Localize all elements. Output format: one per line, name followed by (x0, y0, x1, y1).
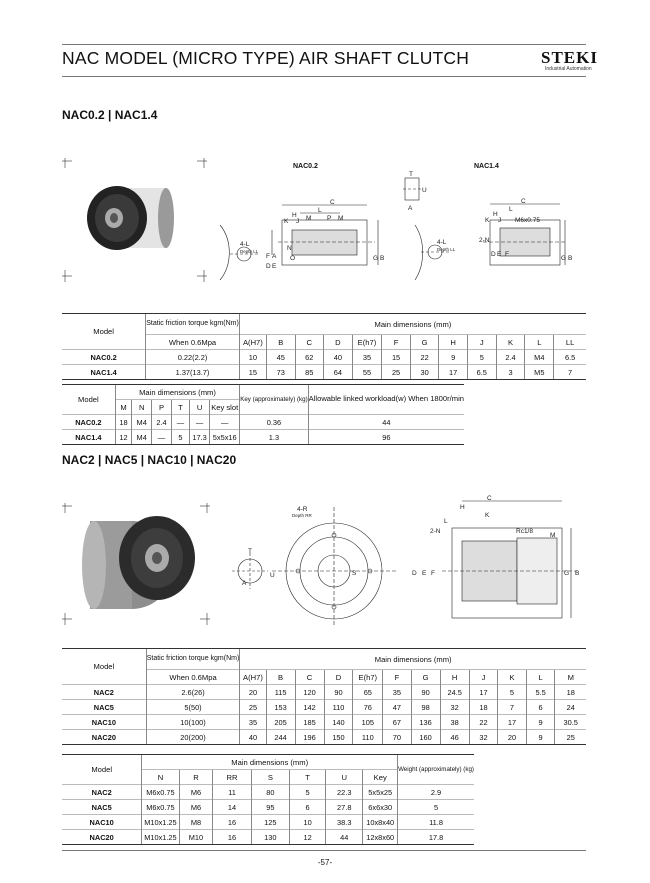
cell: 95 (251, 800, 289, 815)
cell: 105 (353, 715, 383, 730)
cell: 7 (554, 365, 586, 380)
table3-dims-header: Main dimensions (mm) (240, 649, 586, 670)
cell: 9 (526, 715, 555, 730)
svg-text:B: B (380, 255, 385, 262)
cell: 30.5 (555, 715, 586, 730)
cell: 96 (308, 430, 464, 445)
svg-text:J: J (498, 217, 502, 224)
svg-text:E: E (497, 251, 502, 258)
svg-text:2-N: 2-N (479, 237, 490, 244)
cell: M5 (525, 365, 554, 380)
table1-col: K (496, 335, 525, 350)
cell: 185 (295, 715, 324, 730)
cell: 35 (352, 350, 382, 365)
svg-text:J: J (296, 218, 300, 225)
svg-text:H: H (292, 212, 297, 219)
table1-torque-sub: When 0.6Mpa (146, 335, 240, 350)
cell: 5 (398, 800, 474, 815)
table4-col: N (142, 770, 179, 785)
cell: 20 (498, 730, 526, 745)
svg-text:M: M (550, 532, 556, 539)
cell: 45 (267, 350, 296, 365)
cell: 14 (213, 800, 251, 815)
row-model: NAC5 (62, 700, 146, 715)
cell: — (190, 415, 210, 430)
cell: 32 (469, 730, 497, 745)
cell: 55 (352, 365, 382, 380)
cell: 27.8 (326, 800, 363, 815)
table2-dims-header: Main dimensions (mm) (115, 385, 240, 400)
row-model: NAC1.4 (62, 365, 146, 380)
brand-logo-subtitle: Industrial Automation (545, 66, 592, 72)
table1-torque-header: Static friction torque kgm(Nm) (146, 314, 240, 335)
table3-torque-sub: When 0.6Mpa (146, 670, 240, 685)
table3-col: L (526, 670, 555, 685)
svg-text:U: U (270, 572, 275, 579)
cell: 11 (213, 785, 251, 800)
cell: 46 (440, 730, 469, 745)
table3-col: G (411, 670, 440, 685)
svg-text:F: F (505, 251, 509, 258)
cell: 5 (467, 350, 496, 365)
table1-col: H (439, 335, 468, 350)
cell: 244 (266, 730, 295, 745)
svg-text:4-R: 4-R (297, 506, 308, 513)
section-title-nac02-nac14: NAC0.2 | NAC1.4 (62, 108, 158, 122)
page-title: NAC MODEL (MICRO TYPE) AIR SHAFT CLUTCH (62, 48, 470, 68)
cell: 22 (410, 350, 439, 365)
cell: 110 (324, 700, 353, 715)
svg-text:M: M (306, 215, 312, 222)
table2-col: M (115, 400, 132, 415)
cell: 17 (469, 685, 497, 700)
cell: 17 (439, 365, 468, 380)
svg-text:L: L (318, 207, 322, 214)
cell: 18 (115, 415, 132, 430)
nac14-technical-drawing (395, 170, 575, 290)
row-torque: 20(200) (146, 730, 240, 745)
cell: 10 (290, 815, 326, 830)
cell: M6x0.75 (142, 800, 179, 815)
header-bottom-rule (62, 76, 586, 77)
table-row (62, 415, 464, 430)
svg-text:Depth RR: Depth RR (292, 513, 312, 518)
row-torque: 0.22(2.2) (146, 350, 240, 365)
clutch-photo-large (62, 503, 210, 625)
table1-col: A(H7) (239, 335, 266, 350)
row-model: NAC20 (62, 830, 142, 845)
cell: 22 (469, 715, 497, 730)
cell: 12 (290, 830, 326, 845)
cell: M4 (132, 430, 152, 445)
svg-text:Depth LL: Depth LL (437, 247, 456, 252)
svg-text:N: N (287, 245, 292, 252)
cell: 5x5x16 (210, 430, 240, 445)
cell: M4 (525, 350, 554, 365)
svg-text:A: A (242, 580, 247, 587)
table2-col: T (171, 400, 189, 415)
cell: 76 (353, 700, 383, 715)
svg-text:M6x0.75: M6x0.75 (515, 217, 540, 224)
cell: 73 (267, 365, 296, 380)
cell: 160 (411, 730, 440, 745)
cell: 6 (526, 700, 555, 715)
section-title-nac2-nac20: NAC2 | NAC5 | NAC10 | NAC20 (62, 453, 237, 467)
table-row (62, 365, 586, 380)
cell: 18 (555, 685, 586, 700)
svg-text:E: E (422, 570, 427, 577)
footer-rule (62, 850, 586, 851)
svg-text:K: K (485, 512, 490, 519)
table3-col: B (266, 670, 295, 685)
row-model: NAC2 (62, 685, 146, 700)
cell: 90 (411, 685, 440, 700)
cell: 9 (439, 350, 468, 365)
table2-workload-header: Allowable linked workload(w) When 1800r/min (308, 385, 464, 415)
cell: M10 (179, 830, 213, 845)
svg-text:C: C (487, 495, 492, 502)
svg-text:S: S (352, 570, 357, 577)
svg-text:4-L: 4-L (437, 239, 447, 246)
cell: 15 (382, 350, 411, 365)
cell: 44 (326, 830, 363, 845)
cell: 10 (239, 350, 266, 365)
cell: 38 (440, 715, 469, 730)
cell: 5 (290, 785, 326, 800)
cell: 20 (240, 685, 266, 700)
cell: 17.8 (398, 830, 474, 845)
svg-text:C: C (330, 199, 335, 206)
cell: 15 (239, 365, 266, 380)
table3-col: A(H7) (240, 670, 266, 685)
cell: 16 (213, 830, 251, 845)
table1-col: LL (554, 335, 586, 350)
cell: 16 (213, 815, 251, 830)
cell: — (152, 430, 172, 445)
cell: 40 (324, 350, 353, 365)
cell: 115 (266, 685, 295, 700)
row-model: NAC20 (62, 730, 146, 745)
cell: 47 (383, 700, 411, 715)
cell: M6x0.75 (142, 785, 179, 800)
table-row (62, 430, 464, 445)
cell: 5 (498, 685, 526, 700)
cell: 140 (324, 715, 353, 730)
table2-key-header: Key (approximately) (kg) (240, 385, 308, 415)
svg-text:K: K (485, 217, 490, 224)
cell: 0.36 (240, 415, 308, 430)
cell: 6 (290, 800, 326, 815)
row-torque: 5(50) (146, 700, 240, 715)
svg-text:H: H (493, 211, 498, 218)
table4-weight-header: Weight (approximately) (kg) (398, 755, 474, 785)
cell: 85 (295, 365, 324, 380)
row-model: NAC1.4 (62, 430, 115, 445)
table-row (62, 700, 586, 715)
svg-text:A: A (272, 253, 277, 260)
table1-col: L (525, 335, 554, 350)
cell: 65 (353, 685, 383, 700)
table2-model-header: Model (62, 385, 115, 415)
table1-dims-header: Main dimensions (mm) (239, 314, 586, 335)
cell: — (210, 415, 240, 430)
svg-text:B: B (575, 570, 580, 577)
cell: 25 (382, 365, 411, 380)
drawing-label-nac14: NAC1.4 (474, 163, 499, 170)
cell: 17 (498, 715, 526, 730)
cell: 5 (171, 430, 189, 445)
row-model: NAC10 (62, 715, 146, 730)
table4-col: RR (213, 770, 251, 785)
table1-model-header: Model (62, 314, 146, 350)
cell: 2.9 (398, 785, 474, 800)
row-model: NAC10 (62, 815, 142, 830)
nac02-technical-drawing (210, 180, 390, 290)
clutch-photo-small (62, 158, 207, 283)
svg-text:2-N: 2-N (430, 528, 441, 535)
svg-text:F: F (431, 570, 435, 577)
table3-col: H (440, 670, 469, 685)
svg-text:M: M (338, 215, 344, 222)
cell: 25 (240, 700, 266, 715)
cell: M4 (132, 415, 152, 430)
table-row (62, 730, 586, 745)
table-row (62, 685, 586, 700)
table3-col: K (498, 670, 526, 685)
table4-col: T (290, 770, 326, 785)
svg-text:F: F (266, 253, 270, 260)
cell: 2.4 (496, 350, 525, 365)
cell: 98 (411, 700, 440, 715)
cell: 196 (295, 730, 324, 745)
table2-col: N (132, 400, 152, 415)
table1-col: C (295, 335, 324, 350)
svg-text:E: E (272, 263, 277, 270)
table2-col: U (190, 400, 210, 415)
cell: 44 (308, 415, 464, 430)
svg-text:Rc1/8: Rc1/8 (516, 528, 533, 535)
row-torque: 2.6(26) (146, 685, 240, 700)
cell: 1.3 (240, 430, 308, 445)
page-number: -57- (317, 858, 333, 867)
table3-col: J (469, 670, 497, 685)
table4-col: S (251, 770, 289, 785)
table4-model-header: Model (62, 755, 142, 785)
cell: M10x1.25 (142, 830, 179, 845)
svg-text:T: T (248, 548, 252, 555)
svg-text:G: G (564, 570, 570, 577)
header-top-rule (62, 44, 586, 45)
cell: 22.3 (326, 785, 363, 800)
cell: 6.5 (554, 350, 586, 365)
cell: 38.3 (326, 815, 363, 830)
cell: 80 (251, 785, 289, 800)
table1-col: B (267, 335, 296, 350)
nac02-torque-dimensions-table (62, 313, 586, 380)
table-row (62, 785, 474, 800)
table4-col: U (326, 770, 363, 785)
row-model: NAC2 (62, 785, 142, 800)
cell: 130 (251, 830, 289, 845)
cell: 10x8x40 (363, 815, 398, 830)
cell: 40 (240, 730, 266, 745)
row-torque: 10(100) (146, 715, 240, 730)
cell: 3 (496, 365, 525, 380)
table3-col: E(h7) (353, 670, 383, 685)
table1-col: E(h7) (352, 335, 382, 350)
table1-col: G (410, 335, 439, 350)
svg-text:C: C (521, 198, 526, 205)
cell: 35 (383, 685, 411, 700)
table-row (62, 715, 586, 730)
nac2-technical-drawing (232, 493, 586, 628)
svg-text:H: H (460, 504, 465, 511)
table-row (62, 350, 586, 365)
brand-logo: STEKI (541, 48, 598, 67)
cell: 25 (555, 730, 586, 745)
svg-text:O: O (290, 255, 296, 262)
cell: 5.5 (526, 685, 555, 700)
svg-text:P: P (327, 215, 332, 222)
svg-text:K: K (284, 218, 289, 225)
table3-col: M (555, 670, 586, 685)
nac2-dimensions-weight-table (62, 754, 474, 845)
cell: 17.3 (190, 430, 210, 445)
cell: 30 (410, 365, 439, 380)
table-row (62, 815, 474, 830)
svg-text:D: D (412, 570, 417, 577)
cell: 62 (295, 350, 324, 365)
svg-text:G: G (373, 255, 379, 262)
table1-col: D (324, 335, 353, 350)
svg-text:4-L: 4-L (240, 241, 250, 248)
table-row (62, 800, 474, 815)
cell: M8 (179, 815, 213, 830)
table2-col: Key slot (210, 400, 240, 415)
cell: 18 (469, 700, 497, 715)
svg-text:B: B (568, 255, 573, 262)
svg-text:U: U (422, 187, 427, 194)
table3-col: C (295, 670, 324, 685)
cell: 11.8 (398, 815, 474, 830)
svg-text:L: L (444, 518, 448, 525)
cell: 6.5 (467, 365, 496, 380)
cell: 67 (383, 715, 411, 730)
cell: 70 (383, 730, 411, 745)
cell: 9 (526, 730, 555, 745)
cell: 142 (295, 700, 324, 715)
svg-text:T: T (409, 171, 413, 178)
table4-col: R (179, 770, 213, 785)
table3-col: D (324, 670, 353, 685)
cell: 110 (353, 730, 383, 745)
table4-dims-header: Main dimensions (mm) (142, 755, 398, 770)
cell: 5x5x25 (363, 785, 398, 800)
svg-text:D: D (266, 263, 271, 270)
cell: 35 (240, 715, 266, 730)
row-model: NAC0.2 (62, 415, 115, 430)
table4-col: Key (363, 770, 398, 785)
cell: 7 (498, 700, 526, 715)
cell: 90 (324, 685, 353, 700)
cell: 32 (440, 700, 469, 715)
svg-text:L: L (509, 206, 513, 213)
cell: M6 (179, 785, 213, 800)
table1-col: J (467, 335, 496, 350)
cell: 120 (295, 685, 324, 700)
svg-text:D: D (491, 251, 496, 258)
cell: 136 (411, 715, 440, 730)
row-model: NAC0.2 (62, 350, 146, 365)
cell: — (171, 415, 189, 430)
table3-torque-header: Static friction torque kgm(Nm) (146, 649, 240, 670)
cell: 2.4 (152, 415, 172, 430)
table1-col: F (382, 335, 411, 350)
cell: 64 (324, 365, 353, 380)
drawing-label-nac02: NAC0.2 (293, 163, 318, 170)
cell: M10x1.25 (142, 815, 179, 830)
row-torque: 1.37(13.7) (146, 365, 240, 380)
table2-col: P (152, 400, 172, 415)
cell: 24 (555, 700, 586, 715)
cell: 153 (266, 700, 295, 715)
svg-text:Depth LL: Depth LL (240, 249, 259, 254)
svg-text:G: G (561, 255, 567, 262)
cell: 24.5 (440, 685, 469, 700)
cell: M6 (179, 800, 213, 815)
cell: 12x8x60 (363, 830, 398, 845)
svg-text:A: A (408, 205, 413, 212)
row-model: NAC5 (62, 800, 142, 815)
cell: 205 (266, 715, 295, 730)
cell: 150 (324, 730, 353, 745)
cell: 6x6x30 (363, 800, 398, 815)
cell: 12 (115, 430, 132, 445)
cell: 125 (251, 815, 289, 830)
table3-model-header: Model (62, 649, 146, 685)
table-row (62, 830, 474, 845)
nac2-torque-dimensions-table (62, 648, 586, 745)
table3-col: F (383, 670, 411, 685)
nac02-dimensions-weight-table (62, 384, 464, 445)
